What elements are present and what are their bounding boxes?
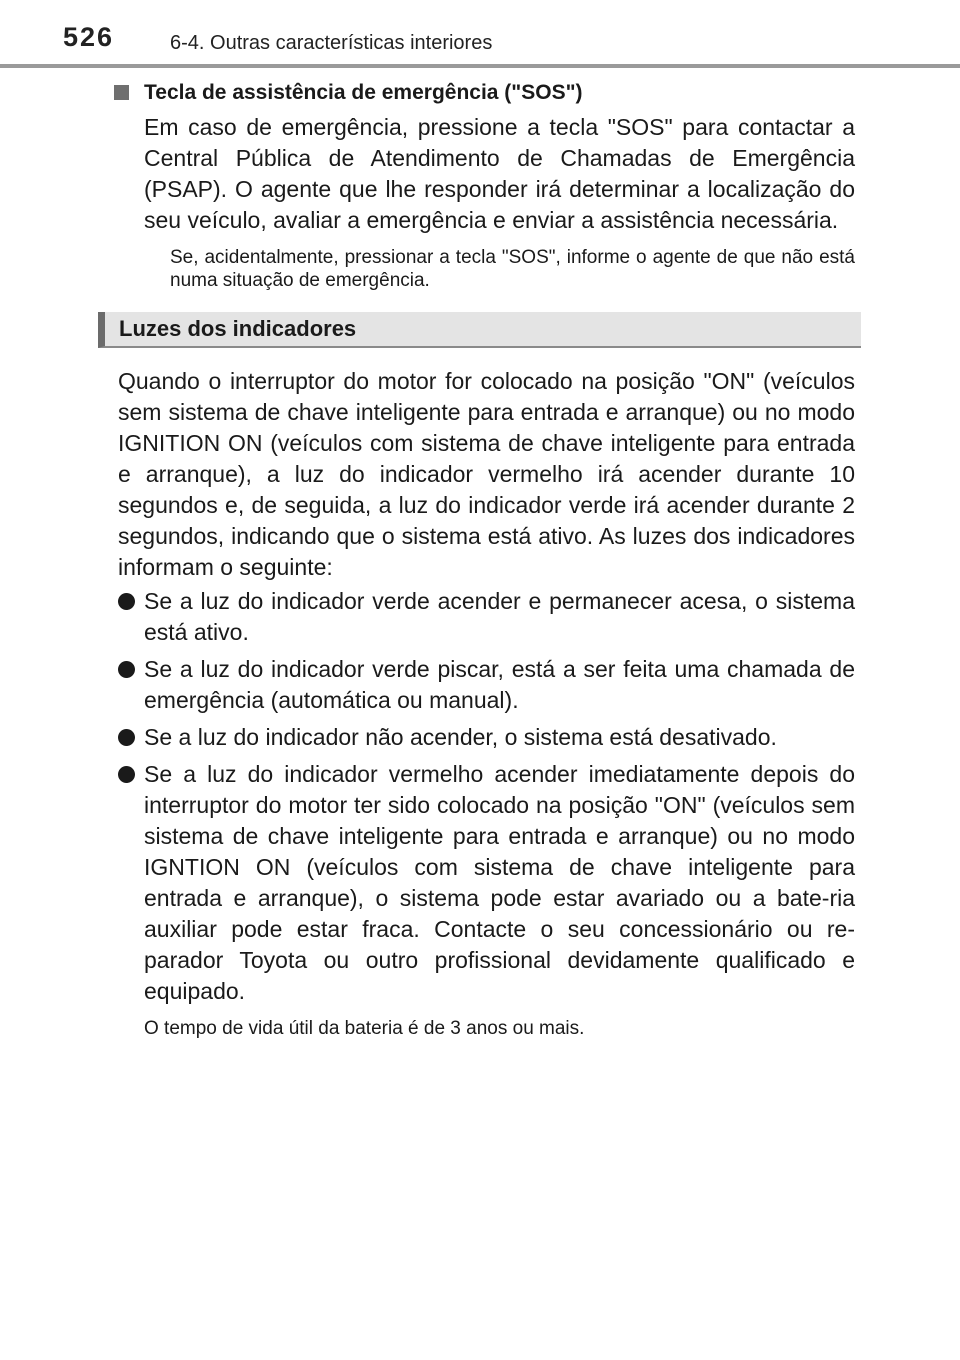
list-item (118, 759, 855, 1007)
chapter-title: 6-4. Outras características interiores (170, 32, 493, 54)
sos-heading-text: Tecla de assistência de emergência ("SOS") (144, 81, 583, 104)
list-item-text: Se a luz do indicador vermelho acender imediatamente depois do interruptor do motor ter sido colocado na posição "ON" (veículos sem sistema de chave inteligente para entrada e arranque) ou no modo IGNTION ON (veículos com sistema de chave inteligente para entrada e arranque), o sistema pode estar avariado ou a bate-ria auxiliar pode estar fraca. Contacte o seu concessionário ou re-parador Toyota ou outro profissional devidamente qualificado e equipado. (144, 761, 855, 1004)
list-item (118, 586, 855, 648)
bullet-dot-icon (118, 729, 135, 746)
section-title: Luzes dos indicadores (119, 316, 357, 341)
page-number: 526 (63, 22, 115, 52)
list-item (118, 722, 855, 753)
page-content (118, 78, 855, 1041)
bullet-dot-icon (118, 766, 135, 783)
sos-body: Em caso de emergência, pressione a tecla "SOS" para contactar a Central Pública de Atendimento de Chamadas de Emergência (PSAP). O agente que lhe responder irá determinar a localização do seu veículo, avaliar a emergência e enviar a assistência necessária. (144, 114, 855, 233)
list-item-text: Se a luz do indicador verde piscar, está a ser feita uma chamada de emergência (automática ou manual). (144, 656, 855, 713)
list-item-text: Se a luz do indicador não acender, o sistema está desativado. (144, 724, 777, 750)
sos-heading (118, 78, 855, 108)
indicators-intro: Quando o interruptor do motor for colocado na posição "ON" (veículos sem sistema de chave inteligente para entrada e arranque) ou no modo IGNITION ON (veículos com sistema de chave inteligente para entrada e arranque), a luz do indicador vermelho irá acender durante 10 segundos e, de seguida, a luz do indicador verde irá acender durante 2 segundos, indicando que o sistema está ativo. As luzes dos indicadores informam o seguinte: (118, 368, 855, 580)
square-bullet-icon (114, 85, 129, 100)
bullet-dot-icon (118, 593, 135, 610)
sos-note: Se, acidentalmente, pressionar a tecla "SOS", informe o agente de que não está numa situação de emergência. (170, 247, 855, 291)
section-header-indicators (98, 312, 861, 348)
header-divider (0, 64, 960, 68)
bullet-dot-icon (118, 661, 135, 678)
battery-footnote: O tempo de vida útil da bateria é de 3 anos ou mais. (144, 1018, 585, 1039)
list-item (118, 654, 855, 716)
list-item-text: Se a luz do indicador verde acender e permanecer acesa, o sistema está ativo. (144, 588, 855, 645)
indicator-list (118, 586, 855, 1007)
